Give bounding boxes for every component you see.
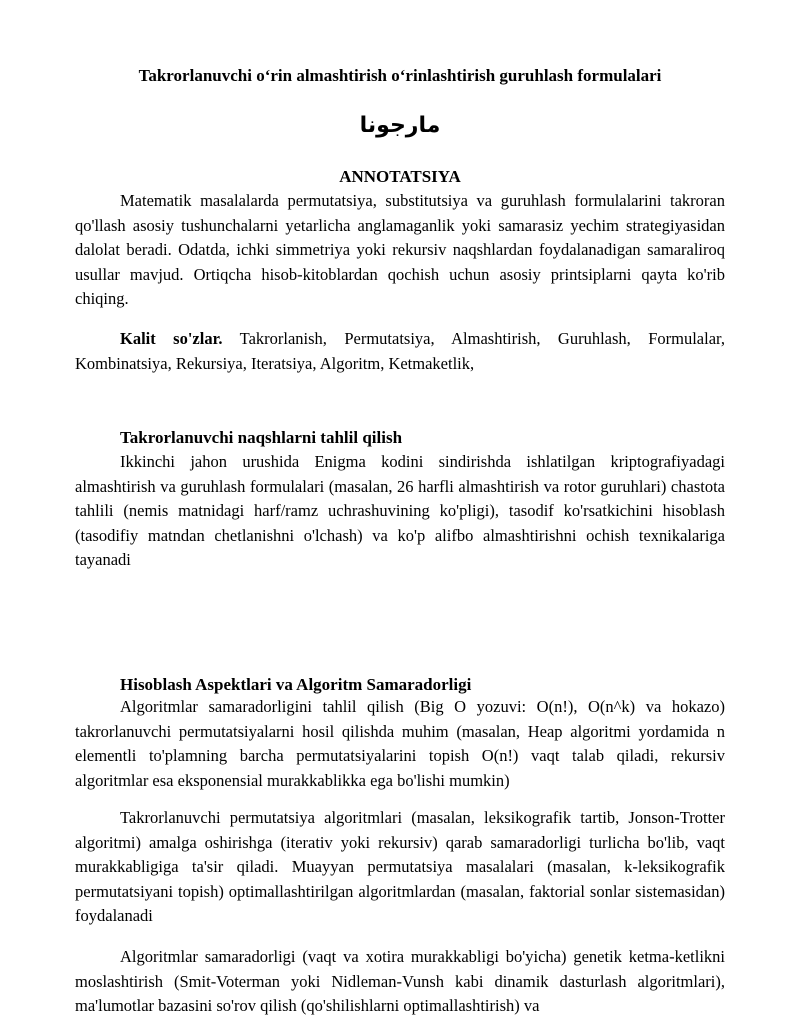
keywords-text: Takrorlanish, Permutatsiya, Almashtirish, Guruhlash, Formulalar, Kombinatsiya, Rekursiya, Iteratsiya, Algoritm, Ketmaketlik, bbox=[75, 329, 725, 373]
section-patterns-paragraph: Ikkinchi jahon urushida Enigma kodini sindirishda ishlatilgan kriptografiyadagi almashtirish va guruhlash formulalari (masalan, 26 harfli almashtirish va rotor guruhlari) chastota tahlili (nemis matnidagi harf/ramz uchrashuvining ko'pligi), tasodif ko'rsatkichini hisoblash (tasodifiy matndan chetlanishni o'lchash) va ko'p alifbo almashtirishni ochish texnikalariga tayanadi bbox=[75, 452, 725, 569]
annotation-paragraph: Matematik masalalarda permutatsiya, substitutsiya va guruhlash formulalarini takroran qo'llash asosiy tushunchalarni yetarlicha anglamaganlik yoki samarasiz yechim strategiyasidan dalolat beradi. Odatda, ichki simmetriya yoki rekursiv naqshlardan foydalanadigan samaraliroq usullar mavjud. Ortiqcha hisob-kitoblardan qochish uchun asosiy printsiplarni qayta ko'rib chiqing. bbox=[75, 191, 725, 308]
author-name: مارجونا bbox=[359, 113, 441, 138]
section-heading-algorithms: Hisoblash Aspektlari va Algoritm Samaradorligi bbox=[120, 675, 472, 694]
section-heading-patterns: Takrorlanuvchi naqshlarni tahlil qilish bbox=[120, 428, 403, 447]
section-algorithms-paragraph-3: Algoritmlar samaradorligi (vaqt va xotira murakkabligi bo'yicha) genetik ketma-ketlikni moslashtirish (Smit-Voterman yoki Nidleman-Vunsh kabi dinamik dasturlash algoritmlari), ma'lumotlar bazasini so'rov qilish (qo'shilishlarni optimallashtirish) va bbox=[75, 947, 725, 1015]
keywords-label: Kalit so'zlar. bbox=[120, 329, 223, 348]
section-algorithms-paragraph-1: Algoritmlar samaradorligini tahlil qilish (Big O yozuvi: O(n!), O(n^k) va hokazo) takrorlanuvchi permutatsiyalarni hosil qilishda muhim (masalan, Heap algoritmi yordamida n elementli to'plamning barcha permutatsiyalarini topish O(n!) vaqt talab qiladi, rekursiv algoritmlar esa eksponensial murakkablikka ega bo'lishi mumkin) bbox=[75, 697, 725, 790]
annotation-block bbox=[75, 189, 725, 312]
section-algorithms-paragraph-2: Takrorlanuvchi permutatsiya algoritmlari (masalan, leksikografik tartib, Jonson-Trotter algoritmi) amalga oshirishga (iterativ yoki rekursiv) qarab samaradorligi turlicha bo'lib, vaqt murakkabligiga ta'sir qiladi. Muayyan permutatsiya masalalari (masalan, k-leksikografik permutatsiyani topish) optimallashtirilgan algoritmlardan (masalan, faktorial sonlar sistemasidan) foydalanadi bbox=[75, 808, 725, 925]
keywords-block bbox=[75, 327, 725, 376]
section-patterns-block bbox=[75, 450, 725, 573]
annotation-heading: ANNOTATSIYA bbox=[339, 167, 461, 186]
section-algorithms-block-3 bbox=[75, 945, 725, 1019]
section-algorithms-block-2 bbox=[75, 806, 725, 929]
document-title: Takrorlanuvchi o‘rin almashtirish o‘rinlashtirish guruhlash formulalari bbox=[138, 66, 662, 85]
keywords-paragraph bbox=[75, 327, 725, 376]
section-algorithms-block-1 bbox=[75, 695, 725, 793]
